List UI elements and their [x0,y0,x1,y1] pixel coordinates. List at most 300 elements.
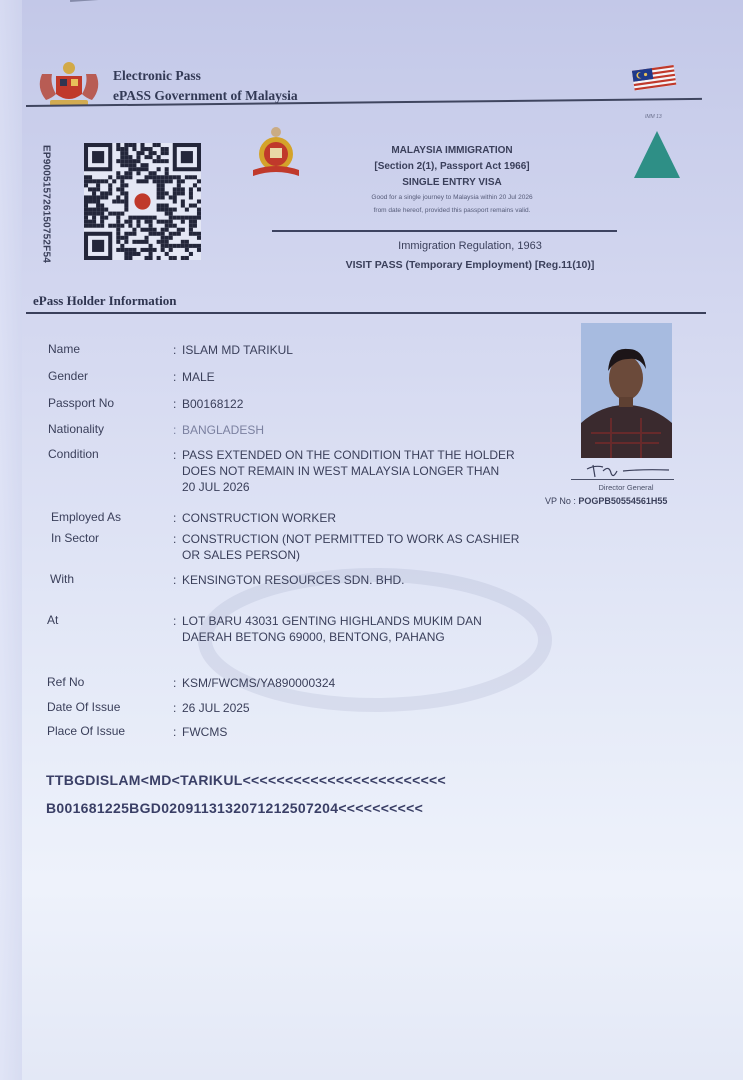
qr-module [149,171,153,175]
qr-module [169,256,173,260]
qr-module [153,228,157,232]
qr-module [96,195,100,199]
qr-module [140,163,144,167]
qr-module [124,220,128,224]
qr-module [120,187,124,191]
qr-module [112,224,116,228]
qr-module [100,224,104,228]
qr-module [120,179,124,183]
qr-module [149,216,153,220]
qr-module [177,244,181,248]
qr-module [120,224,124,228]
qr-module [84,208,88,212]
qr-module [189,220,193,224]
field-colon: : [173,448,177,462]
qr-module [165,147,169,151]
qr-module [120,147,124,151]
field-colon: : [173,676,177,690]
qr-module [153,248,157,252]
malaysia-coat-of-arms-icon [34,60,104,110]
qr-module [116,199,120,203]
qr-module [145,175,149,179]
qr-module [128,232,132,236]
qr-module [165,175,169,179]
qr-module [116,236,120,240]
qr-module [128,167,132,171]
qr-module [140,151,144,155]
qr-module [92,216,96,220]
qr-module [189,216,193,220]
qr-module [128,155,132,159]
qr-module [124,248,128,252]
qr-module [169,208,173,212]
qr-module [120,212,124,216]
qr-module [84,175,88,179]
qr-module [116,228,120,232]
qr-module [120,191,124,195]
qr-module [108,187,112,191]
qr-module [177,216,181,220]
qr-module [132,147,136,151]
qr-module [120,183,124,187]
qr-module [161,248,165,252]
qr-module [128,220,132,224]
qr-module [128,143,132,147]
visa-authority: MALAYSIA IMMIGRATION [391,145,513,156]
qr-module [120,163,124,167]
qr-module [157,232,161,236]
qr-module [193,224,197,228]
qr-module [161,208,165,212]
document-number-text: EP900515726150752F54 [40,145,52,263]
qr-module [120,236,124,240]
field-label: Passport No [48,396,115,410]
qr-module [197,216,201,220]
field-label: Date Of Issue [47,700,121,714]
qr-module [136,216,140,220]
qr-module [149,175,153,179]
qr-module [84,179,88,183]
qr-module [145,248,149,252]
visa-section: [Section 2(1), Passport Act 1966] [374,161,530,172]
qr-module [100,220,104,224]
qr-module [120,159,124,163]
qr-module [88,175,92,179]
qr-module [197,232,201,236]
qr-module [92,208,96,212]
qr-module [161,187,165,191]
qr-module [132,248,136,252]
regulation-block [305,236,635,274]
header-title-line1: Electronic Pass [113,68,201,83]
qr-module [173,224,177,228]
qr-module [189,175,193,179]
qr-module [185,248,189,252]
qr-module [157,204,161,208]
qr-module [92,224,96,228]
qr-module [124,143,128,147]
qr-module [116,195,120,199]
field-colon: : [173,370,177,384]
qr-module [153,216,157,220]
qr-module [92,195,96,199]
qr-module [124,256,128,260]
qr-module [96,187,100,191]
field-value-line: 20 JUL 2026 [182,480,250,494]
qr-module [181,240,185,244]
qr-module [149,151,153,155]
qr-module [165,228,169,232]
qr-module [165,191,169,195]
qr-module [165,159,169,163]
qr-module [84,216,88,220]
qr-module [181,204,185,208]
qr-module [169,248,173,252]
qr-module [124,155,128,159]
qr-module [161,183,165,187]
vp-number: POGPB50554561H55 [578,496,668,506]
qr-module [157,183,161,187]
qr-module [92,212,96,216]
qr-module [96,204,100,208]
qr-module [193,175,197,179]
qr-module [132,240,136,244]
qr-module [145,179,149,183]
field-value-line: CONSTRUCTION (NOT PERMITTED TO WORK AS CASHIER [182,532,520,546]
section-title: ePass Holder Information [33,293,177,308]
qr-module [157,191,161,195]
qr-module [157,256,161,260]
qr-module [165,252,169,256]
qr-module [185,244,189,248]
qr-module [92,220,96,224]
qr-module [124,183,128,187]
qr-module [161,195,165,199]
field-label: Ref No [47,675,85,689]
director-signature [583,461,673,479]
qr-module [169,179,173,183]
qr-module [185,175,189,179]
qr-module [136,167,140,171]
qr-module [96,208,100,212]
qr-module [100,204,104,208]
qr-module [181,256,185,260]
qr-module [132,159,136,163]
qr-module [169,224,173,228]
qr-module [161,147,165,151]
qr-module [173,244,177,248]
qr-module [173,187,177,191]
qr-module [193,244,197,248]
qr-module [136,159,140,163]
immigration-emblem-icon [249,126,303,184]
qr-module [88,212,92,216]
qr-module [193,204,197,208]
qr-module [96,199,100,203]
qr-module [165,212,169,216]
qr-module [128,256,132,260]
qr-module [136,179,140,183]
qr-module [173,195,177,199]
qr-module [165,224,169,228]
qr-module [153,175,157,179]
field-label: Name [48,342,81,356]
qr-module [136,171,140,175]
qr-module [116,147,120,151]
qr-module [169,232,173,236]
field-value-line: ISLAM MD TARIKUL [182,343,293,357]
field-value-line: KENSINGTON RESOURCES SDN. BHD. [182,573,405,587]
field-colon: : [173,343,177,357]
qr-module [112,179,116,183]
qr-module [100,212,104,216]
qr-module [116,171,120,175]
qr-module [84,224,88,228]
qr-module [189,244,193,248]
qr-module [84,204,88,208]
qr-module [96,224,100,228]
field-value-line: B00168122 [182,397,244,411]
qr-module [153,151,157,155]
qr-module [136,252,140,256]
qr-module [108,175,112,179]
qr-module [169,195,173,199]
holder-photo [581,323,672,458]
qr-module [124,175,128,179]
qr-module [124,159,128,163]
qr-module [145,155,149,159]
qr-module [197,236,201,240]
qr-module [145,228,149,232]
qr-module [140,240,144,244]
qr-module [145,240,149,244]
qr-module [108,224,112,228]
qr-module [157,159,161,163]
form-code: IMM 13 [645,114,662,120]
field-value [173,422,264,438]
qr-module [104,191,108,195]
field-value [173,447,515,495]
header-title [113,66,298,106]
qr-module [104,216,108,220]
qr-module [120,248,124,252]
qr-module [189,204,193,208]
qr-module [189,228,193,232]
qr-module [116,212,120,216]
qr-module [88,179,92,183]
qr-module [136,151,140,155]
qr-module [116,187,120,191]
mrz-line-1: TTBGDISLAM<MD<TARIKUL<<<<<<<<<<<<<<<<<<<<<<<< [46,772,447,788]
qr-module [116,175,120,179]
field-value-line: DOES NOT REMAIN IN WEST MALAYSIA LONGER THAN [182,464,500,478]
qr-module [157,167,161,171]
qr-module [149,155,153,159]
field-colon: : [173,423,177,437]
qr-module [145,220,149,224]
qr-module [145,236,149,240]
qr-module [116,159,120,163]
field-colon: : [173,614,177,628]
qr-module [165,167,169,171]
qr-module [116,232,120,236]
field-label: Nationality [48,422,105,436]
qr-module [161,232,165,236]
qr-module [140,228,144,232]
qr-module [189,232,193,236]
qr-module [124,208,128,212]
field-colon: : [173,573,177,587]
qr-module [153,171,157,175]
qr-module [181,244,185,248]
qr-module [140,216,144,220]
qr-module [92,179,96,183]
qr-module [132,252,136,256]
qr-module [124,240,128,244]
field-value-line: MALE [182,370,215,384]
qr-module [173,175,177,179]
qr-module [161,179,165,183]
qr-module [140,147,144,151]
qr-module [132,228,136,232]
qr-module [84,199,88,203]
qr-module [169,220,173,224]
qr-module [100,191,104,195]
field-value [173,572,404,588]
qr-module [157,175,161,179]
qr-module [165,244,169,248]
signatory-title: Director General [598,483,654,492]
vp-label: VP No : [545,496,576,506]
qr-module [140,143,144,147]
qr-module [128,171,132,175]
qr-module [161,159,165,163]
visa-divider [272,230,617,232]
qr-module [169,244,173,248]
qr-module [116,216,120,220]
qr-module [124,204,128,208]
qr-module [124,171,128,175]
qr-module [84,212,88,216]
qr-module [177,191,181,195]
qr-module [185,208,189,212]
qr-module [193,232,197,236]
field-value [173,510,336,526]
qr-module [153,232,157,236]
field-value [173,613,482,645]
qr-module [128,163,132,167]
qr-module [145,256,149,260]
qr-module [169,236,173,240]
field-value-line: PASS EXTENDED ON THE CONDITION THAT THE HOLDER [182,448,515,462]
qr-module [120,151,124,155]
qr-module [132,163,136,167]
qr-module [96,183,100,187]
qr-module [124,252,128,256]
qr-module [157,240,161,244]
field-value-line: FWCMS [182,725,228,739]
field-value [173,396,243,412]
qr-module [116,240,120,244]
qr-module [120,155,124,159]
qr-module [100,195,104,199]
qr-module [177,232,181,236]
qr-module [120,175,124,179]
qr-module [96,179,100,183]
qr-module [169,216,173,220]
qr-module [124,195,128,199]
qr-module [161,240,165,244]
signature-line [571,479,674,480]
qr-module [189,195,193,199]
qr-module [185,256,189,260]
qr-module [173,232,177,236]
qr-module [165,179,169,183]
field-label: At [47,613,59,627]
qr-module [161,244,165,248]
qr-module [149,256,153,260]
qr-module [165,171,169,175]
qr-module [132,167,136,171]
qr-module [124,236,128,240]
document-number [36,140,56,268]
qr-module [120,199,124,203]
regulation-text: Immigration Regulation, 1963 [398,240,542,252]
field-label: With [50,572,74,586]
visa-heading [318,143,586,217]
qr-module [128,175,132,179]
qr-module [140,167,144,171]
qr-module [173,256,177,260]
qr-module [153,159,157,163]
qr-module [157,187,161,191]
qr-module [197,248,201,252]
paper-edge [0,0,22,1080]
qr-module [104,195,108,199]
field-value [173,724,227,740]
qr-module [157,208,161,212]
qr-module [181,220,185,224]
qr-module [116,224,120,228]
field-value [173,700,250,716]
qr-module [161,191,165,195]
visa-validity-line1: Good for a single journey to Malaysia within 20 Jul 2026 [371,194,533,201]
qr-module [177,175,181,179]
field-value-line: LOT BARU 43031 GENTING HIGHLANDS MUKIM DAN [182,614,482,628]
qr-module [149,232,153,236]
qr-module [128,216,132,220]
qr-module [108,183,112,187]
qr-module [145,163,149,167]
qr-module [157,155,161,159]
qr-module [88,195,92,199]
mrz-line-2: B001681225BGD0209113132071212507204<<<<<<<<<< [46,800,424,816]
qr-module [96,212,100,216]
qr-module [136,224,140,228]
green-triangle-icon [634,131,680,178]
qr-module [157,220,161,224]
qr-module [177,183,181,187]
qr-module [181,199,185,203]
field-colon: : [173,397,177,411]
qr-code[interactable] [82,143,203,260]
malaysia-flag-icon [627,62,679,92]
visa-validity-line2: from date hereof, provided this passport remains valid. [373,207,531,214]
qr-module [84,183,88,187]
qr-module [88,224,92,228]
qr-module [161,204,165,208]
qr-module [177,228,181,232]
